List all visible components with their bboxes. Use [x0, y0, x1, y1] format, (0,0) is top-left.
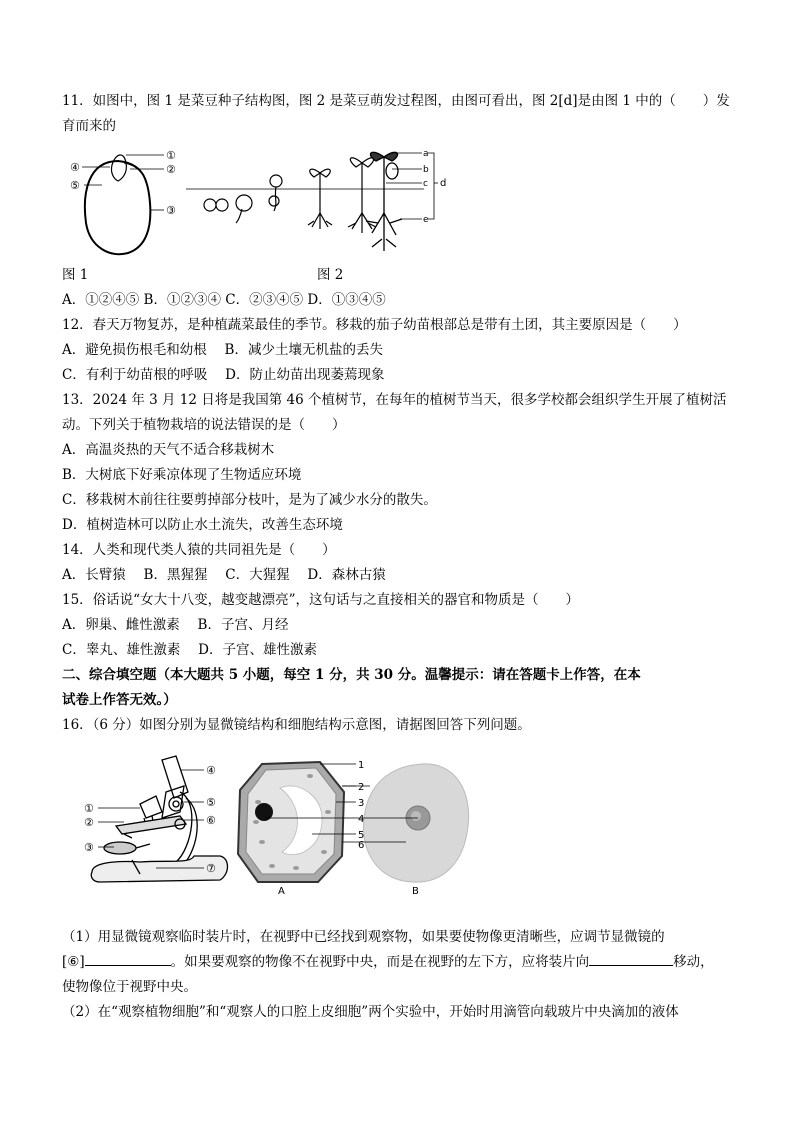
bean-seed-figure	[66, 143, 186, 261]
cell-caption-b: B	[412, 886, 419, 896]
microscope-label-5: ⑤	[206, 796, 216, 809]
cell-label-2: 2	[358, 782, 365, 793]
section2-heading-line1: 二、综合填空题（本大题共 5 小题，每空 1 分，共 30 分。温馨提示：请在答题卡上作答，在本	[62, 667, 641, 683]
q12-stem: 12．春天万物复苏，是种植蔬菜最佳的季节。移栽的茄子幼苗根部总是带有土团，其主要原因是（ ）	[62, 317, 687, 333]
q16-part1-line1: （1）用显微镜观察临时装片时，在视野中已经找到观察物，如果要使物像更清晰些，应调节显微镜的	[62, 929, 665, 945]
germination-figure	[186, 143, 456, 261]
q13-option-b: B．大树底下好乘凉体现了生物适应环境	[62, 467, 302, 483]
q14-options: A．长臂猿 B．黑猩猩 C．大猩猩 D．森林古猿	[62, 567, 386, 583]
q16-stem: 16．（6 分）如图分别为显微镜结构和细胞结构示意图，请据图回答下列问题。	[62, 717, 531, 733]
germ-label-b: b	[423, 165, 429, 175]
germ-label-a: a	[423, 149, 429, 159]
q12-options-ab: A．避免损伤根毛和幼根 B．减少土壤无机盐的丢失	[62, 342, 383, 358]
section2-heading-line2: 试卷上作答无效。）	[62, 692, 177, 708]
q13-option-a: A．高温炎热的天气不适合移栽树木	[62, 442, 275, 458]
q13-option-c: C．移栽树木前往往要剪掉部分枝叶，是为了减少水分的散失。	[62, 492, 437, 508]
q16-part1-ref: [⑥]	[62, 954, 85, 970]
q16-part1-mid: 。如果要观察的物像不在视野中央，而是在视野的左下方，应将装片向	[170, 954, 590, 970]
microscope-figure	[80, 752, 240, 900]
microscope-label-4: ④	[206, 764, 216, 777]
answer-blank-2[interactable]	[589, 953, 673, 966]
microscope-label-7: ⑦	[206, 862, 216, 875]
q14-stem: 14．人类和现代类人猿的共同祖先是（ ）	[62, 542, 336, 558]
microscope-label-6: ⑥	[206, 814, 216, 827]
q11-stem-line1: 11．如图中，图 1 是菜豆种子结构图，图 2 是菜豆萌发过程图，由图可看出，图 2[d]是由图 1 中的（ ）发	[62, 93, 730, 109]
q13-option-d: D．植树造林可以防止水土流失，改善生态环境	[62, 517, 343, 533]
seed-label-5: ⑤	[70, 179, 80, 192]
cell-caption-a: A	[278, 886, 285, 896]
microscope-label-1: ①	[84, 802, 94, 815]
q16-part1-line3: 使物像位于视野中央。	[62, 979, 197, 995]
answer-blank-1[interactable]	[85, 953, 171, 966]
q15-stem: 15．俗话说“女大十八变，越变越漂亮”，这句话与之直接相关的器官和物质是（ ）	[62, 592, 579, 608]
microscope-label-2: ②	[84, 816, 94, 829]
cell-label-3: 3	[358, 798, 365, 809]
q16-part2-line1: （2）在“观察植物细胞”和“观察人的口腔上皮细胞”两个实验中，开始时用滴管向载玻片中央滴加的液体	[62, 1004, 679, 1020]
germ-label-c: c	[423, 179, 428, 189]
q13-stem-line1: 13．2024 年 3 月 12 日将是我国第 46 个植树节，在每年的植树节当天，很多学校都会组织学生开展了植树活	[62, 392, 727, 408]
fig2-caption: 图 2	[317, 267, 344, 283]
q12-options-cd: C．有利于幼苗根的呼吸 D．防止幼苗出现萎蔫现象	[62, 367, 385, 383]
seed-label-3: ③	[166, 204, 176, 217]
germ-label-e: e	[423, 215, 429, 225]
cell-figures	[232, 756, 472, 896]
seed-label-2: ②	[166, 163, 176, 176]
q16-part1-line2	[62, 953, 714, 971]
q13-stem-line2: 动。下列关于植物栽培的说法错误的是（ ）	[62, 417, 346, 433]
seed-label-1: ①	[166, 149, 176, 162]
cell-label-1: 1	[358, 760, 365, 771]
cell-label-6: 6	[358, 840, 365, 851]
microscope-label-3: ③	[84, 841, 94, 854]
q15-options-cd: C．睾丸、雄性激素 D．子宫、雄性激素	[62, 642, 317, 658]
germ-label-d: d	[440, 178, 447, 189]
q15-options-ab: A．卵巢、雌性激素 B．子宫、月经	[62, 617, 289, 633]
q11-options: A．①②④⑤ B．①②③④ C．②③④⑤ D．①③④⑤	[62, 292, 386, 308]
q16-part1-end: 移动，	[673, 954, 714, 970]
q11-stem-line2: 育而来的	[62, 118, 116, 134]
cell-label-4: 4	[358, 814, 365, 825]
seed-label-4: ④	[70, 161, 80, 174]
fig1-caption: 图 1	[62, 267, 89, 283]
cell-label-5: 5	[358, 830, 365, 841]
